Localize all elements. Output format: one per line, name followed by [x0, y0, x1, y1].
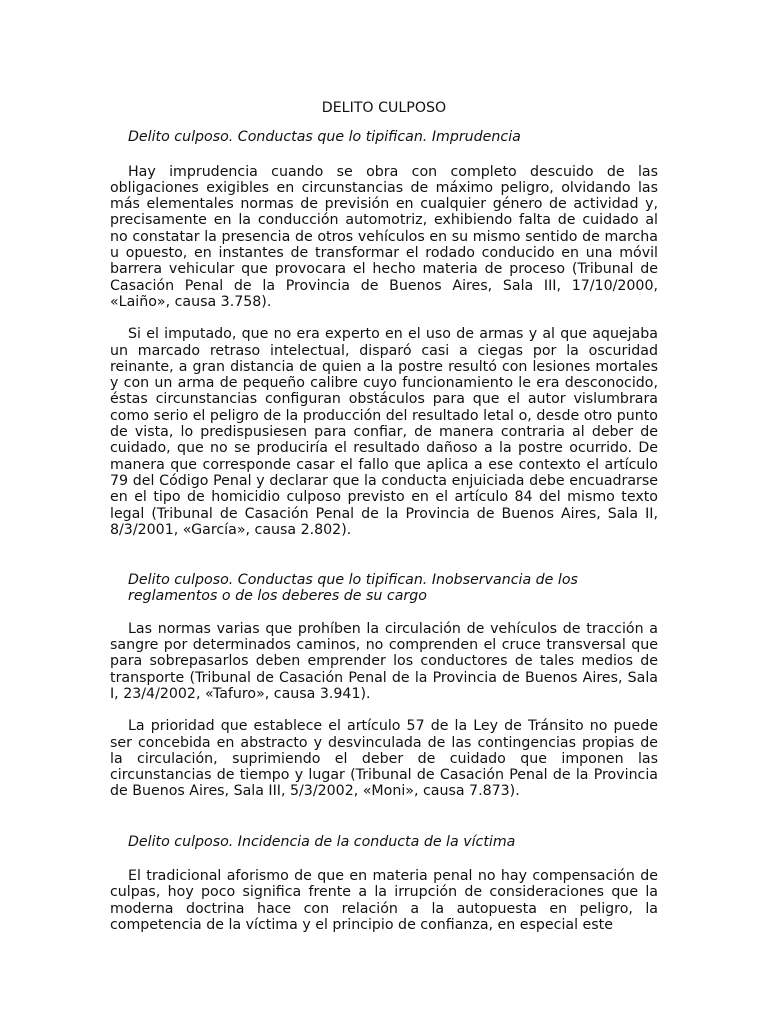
section-heading-imprudencia: Delito culposo. Conductas que lo tipifican. Imprudencia — [128, 129, 521, 146]
paragraph: La prioridad que establece el artículo 57 de la Ley de Tránsito no puede ser concebida en abstracto y desvinculada de las contingencias propias de la circulación, suprimiendo el deber de cuidado que imponen las circunstancias de tiempo y lugar (Tribunal de Casación Penal de la Provincia de Buenos Aires, Sala III, 5/3/2002, «Moni», causa 7.873). — [110, 718, 658, 800]
section-heading-victima: Delito culposo. Incidencia de la conducta de la víctima — [128, 833, 516, 850]
paragraph: Si el imputado, que no era experto en el uso de armas y al que aquejaba un marcado retraso intelectual, disparó casi a ciegas por la oscuridad reinante, a gran distancia de quien a la postre resultó con lesiones mortales y con un arma de pequeño calibre cuyo funcionamiento le era desconocido, éstas circunstancias configuran obstáculos para que el autor vislumbrara como serio el peligro de la producción del resultado letal o, desde otro punto de vista, lo predispusiesen para confiar, de manera contraria al deber de cuidado, que no se produciría el resultado dañoso a la postre ocurrido. De manera que corresponde casar el fallo que aplica a ese contexto el artículo 79 del Código Penal y declarar que la conducta enjuiciada debe encuadrarse en el tipo de homicidio culposo previsto en el artículo 84 del mismo texto legal (Tribunal de Casación Penal de la Provincia de Buenos Aires, Sala II, 8/3/2001, «García», causa 2.802). — [110, 326, 658, 538]
document-page — [110, 100, 658, 933]
paragraph: Las normas varias que prohíben la circulación de vehículos de tracción a sangre por determinados caminos, no comprenden el cruce transversal que para sobrepasarlos deben emprender los conductores de tales medios de transporte (Tribunal de Casación Penal de la Provincia de Buenos Aires, Sala I, 23/4/2002, «Tafuro», causa 3.941). — [110, 620, 658, 702]
section-spacer — [110, 554, 658, 572]
document-title: DELITO CULPOSO — [321, 100, 447, 116]
section-spacer — [110, 816, 658, 834]
section-heading-inobservancia: Delito culposo. Conductas que lo tipifican. Inobservancia de los reglamentos o de los deberes de su cargo — [128, 572, 578, 605]
paragraph: Hay imprudencia cuando se obra con completo descuido de las obligaciones exigibles en circunstancias de máximo peligro, olvidando las más elementales normas de previsión en cualquier género de actividad y, precisamente en la conducción automotriz, exhibiendo falta de cuidado al no constatar la presencia de otros vehículos en su mismo sentido de marcha u opuesto, en instantes de transformar el rodado conducido en una móvil barrera vehicular que provocara el hecho materia de proceso (Tribunal de Casación Penal de la Provincia de Buenos Aires, Sala III, 17/10/2000, «Laiño», causa 3.758). — [110, 163, 658, 310]
paragraph: El tradicional aforismo de que en materia penal no hay compensación de culpas, hoy poco significa frente a la irrupción de consideraciones que la moderna doctrina hace con relación a la autopuesta en peligro, la competencia de la víctima y el principio de confianza, en especial este — [110, 867, 658, 933]
